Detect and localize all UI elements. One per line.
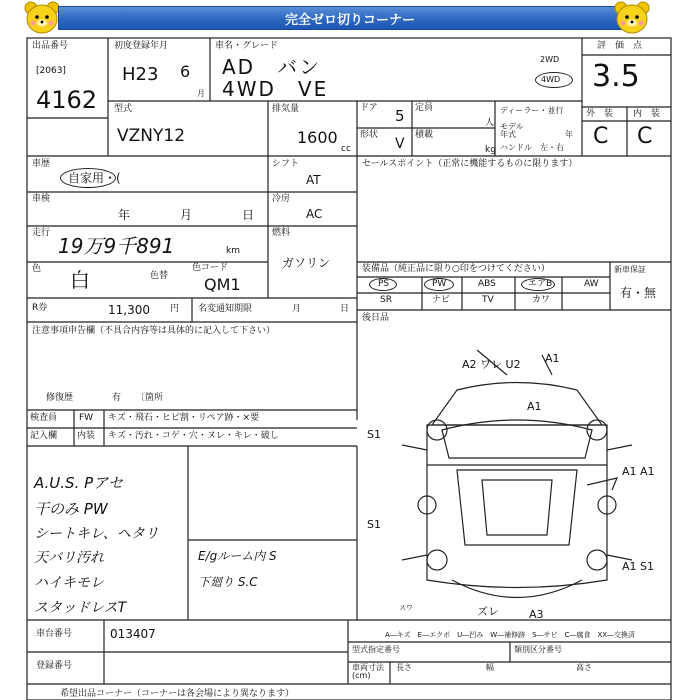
fuel-value: ガソリン xyxy=(282,256,331,270)
shift-label: シフト xyxy=(272,159,300,169)
class-number-label: 類別区分番号 xyxy=(514,645,562,654)
score-label: 評 価 点 xyxy=(597,41,643,51)
capacity-unit: 人 xyxy=(485,118,495,128)
car-name: AD バン xyxy=(222,55,322,79)
repair-place: 〔箇所 xyxy=(136,393,164,403)
handle-label: ハンドル xyxy=(500,143,532,152)
name-change-month: 月 xyxy=(292,304,302,314)
color-label: 色 xyxy=(32,264,42,274)
handwritten-note: スタッドレスT xyxy=(34,600,127,616)
damage-mark: A3 xyxy=(529,608,544,620)
car-name-label: 車名・グレード xyxy=(215,41,279,51)
displacement-unit: cc xyxy=(341,144,351,154)
interior-grade: C xyxy=(637,124,653,149)
handwritten-note: ハイキモレ xyxy=(34,575,104,591)
history-label: 車歴 xyxy=(32,159,51,169)
ac-label: 冷房 xyxy=(272,194,291,204)
color-value: 白 xyxy=(70,268,90,292)
recycle-unit: 円 xyxy=(170,304,180,314)
damage-mark: A2 ワレ U2 xyxy=(462,358,521,371)
load-unit: kg xyxy=(485,145,496,155)
banner-title: 完全ゼロ切りコーナー xyxy=(58,6,642,30)
car-damage-diagram xyxy=(357,330,677,620)
color-code-label: 色コード xyxy=(192,263,229,273)
handwritten-note: E/gルーム内 S xyxy=(198,549,277,563)
interior-label: 内 装 xyxy=(633,109,661,119)
history-value: 自家用・( xyxy=(68,171,121,185)
notes-title: 注意事項申告欄（不具合内容等は具体的に記入して下さい） xyxy=(32,326,276,336)
fuel-label: 燃料 xyxy=(272,228,291,238)
dimensions-label: 車両寸法(cm) xyxy=(352,663,384,680)
drive-2wd: 2WD xyxy=(540,55,560,64)
drive-4wd: 4WD xyxy=(541,75,561,84)
dim-height: 高さ xyxy=(576,663,592,672)
model-year-unit: 年 xyxy=(565,130,573,139)
handwritten-note: シートキレ、ヘタリ xyxy=(34,526,159,542)
equip-pw-circle xyxy=(424,278,454,291)
new-warranty-value: 有・無 xyxy=(620,286,657,300)
handle-value: 左・右 xyxy=(540,143,564,152)
model-value: VZNY12 xyxy=(117,126,186,146)
inspection-day: 日 xyxy=(242,208,255,222)
car-grade: 4WD VE xyxy=(222,77,329,101)
damage-mark: スワ xyxy=(399,604,413,612)
reg-month-unit: 月 xyxy=(197,89,205,98)
inspector-label: 検査員 xyxy=(30,413,58,423)
fw-label: FW xyxy=(79,413,94,423)
ac-value: AC xyxy=(306,207,323,221)
reg-date-label: 初度登録年月 xyxy=(114,41,169,51)
lot-label: 出品番号 xyxy=(32,41,69,51)
repair-label: 修復歴 xyxy=(46,393,74,403)
reg-era: H23 xyxy=(122,64,159,85)
equip-leather: カワ xyxy=(532,295,551,305)
lot-number: 4162 xyxy=(36,86,98,114)
type-spec-label: 型式指定番号 xyxy=(352,645,400,654)
interior-checks: キズ・汚れ・コゲ・穴・ヌレ・キレ・破し xyxy=(108,431,279,441)
handwritten-note: A.U.S. Pアセ xyxy=(34,474,124,492)
damage-mark: S1 xyxy=(367,428,381,441)
inspection-label: 車検 xyxy=(32,194,51,204)
damage-mark: A1 S1 xyxy=(622,560,655,573)
load-label: 積載 xyxy=(415,130,434,140)
equip-airbag-circle xyxy=(521,278,555,291)
handwritten-note: 下廻り S.C xyxy=(198,575,258,589)
displacement-label: 排気量 xyxy=(272,104,300,114)
equip-pw: PW xyxy=(432,279,447,289)
name-change-label: 名変通知期限 xyxy=(198,304,253,314)
interior-label-2: 内装 xyxy=(77,431,96,441)
model-year-label: モデル年式 xyxy=(500,122,524,139)
equip-ps-circle xyxy=(369,278,397,291)
recycle-value: 11,300 xyxy=(108,303,150,317)
hope-corner-label: 希望出品コーナー（コーナーは各会場により異なります） xyxy=(60,689,295,699)
lot-code: [2063] xyxy=(36,66,66,76)
diagram-legend: A―キズ E―エクボ U―凹み W―補修跡 S―サビ C―腐食 XX―交換済 xyxy=(385,631,636,639)
damage-mark: A1 A1 xyxy=(622,465,655,478)
mileage-unit: km xyxy=(226,246,240,256)
sales-point-label: セールスポイント（正常に機能するものに限ります） xyxy=(362,159,578,169)
reg-month: 6 xyxy=(180,62,191,81)
color-code: QM1 xyxy=(204,275,241,294)
dim-length: 長さ xyxy=(396,663,412,672)
equip-tv: TV xyxy=(482,295,494,305)
damage-mark: S1 xyxy=(367,518,381,531)
color-change-label: 色替 xyxy=(150,271,169,281)
damage-mark: ズレ xyxy=(477,605,499,618)
mileage-label: 走行 xyxy=(32,228,51,238)
rear-seat-label: 後日品 xyxy=(362,313,390,323)
equipment-label: 装備品（純正品に限り○印をつけてください） xyxy=(362,264,550,274)
displacement-value: 1600 xyxy=(297,128,338,147)
exterior-checks: キズ・飛石・ヒビ割・リペア跡・×要 xyxy=(108,413,260,423)
recycle-label: R券 xyxy=(32,303,48,313)
reg-number-label: 登録番号 xyxy=(36,661,73,671)
model-label: 型式 xyxy=(114,104,133,114)
exterior-label: 外 装 xyxy=(586,109,614,119)
equip-navi: ナビ xyxy=(432,295,451,305)
equip-aw: AW xyxy=(584,279,599,289)
mileage-value: 19万9千891 xyxy=(58,234,175,258)
equip-abs: ABS xyxy=(478,279,496,289)
equip-ps: PS xyxy=(378,279,390,289)
inspection-year: 年 xyxy=(118,208,131,222)
shift-value: AT xyxy=(306,173,321,187)
record-label: 記入欄 xyxy=(30,431,58,441)
handwritten-note: 天バリ汚れ xyxy=(34,550,104,566)
door-label: ドア xyxy=(360,103,378,113)
name-change-day: 日 xyxy=(340,304,350,314)
door-value: 5 xyxy=(395,107,405,125)
equip-sr: SR xyxy=(380,295,392,305)
handwritten-note: 干のみ PW xyxy=(34,500,108,518)
damage-mark: A1 xyxy=(527,400,542,413)
damage-mark: A1 xyxy=(545,352,560,365)
exterior-grade: C xyxy=(593,124,609,149)
repair-value: 有 xyxy=(112,393,122,403)
chassis-label: 車台番号 xyxy=(36,629,73,639)
chassis-value: 013407 xyxy=(110,627,156,641)
shape-value: V xyxy=(395,136,405,152)
new-warranty-label: 新車保証 xyxy=(614,265,646,274)
dealer-label: ディーラー・並行 xyxy=(500,106,564,115)
score-value: 3.5 xyxy=(592,59,640,94)
equip-airbag: エアB xyxy=(528,279,553,289)
inspection-month: 月 xyxy=(180,208,193,222)
dim-width: 幅 xyxy=(486,663,494,672)
shape-label: 形状 xyxy=(360,130,379,140)
capacity-label: 定員 xyxy=(415,103,434,113)
